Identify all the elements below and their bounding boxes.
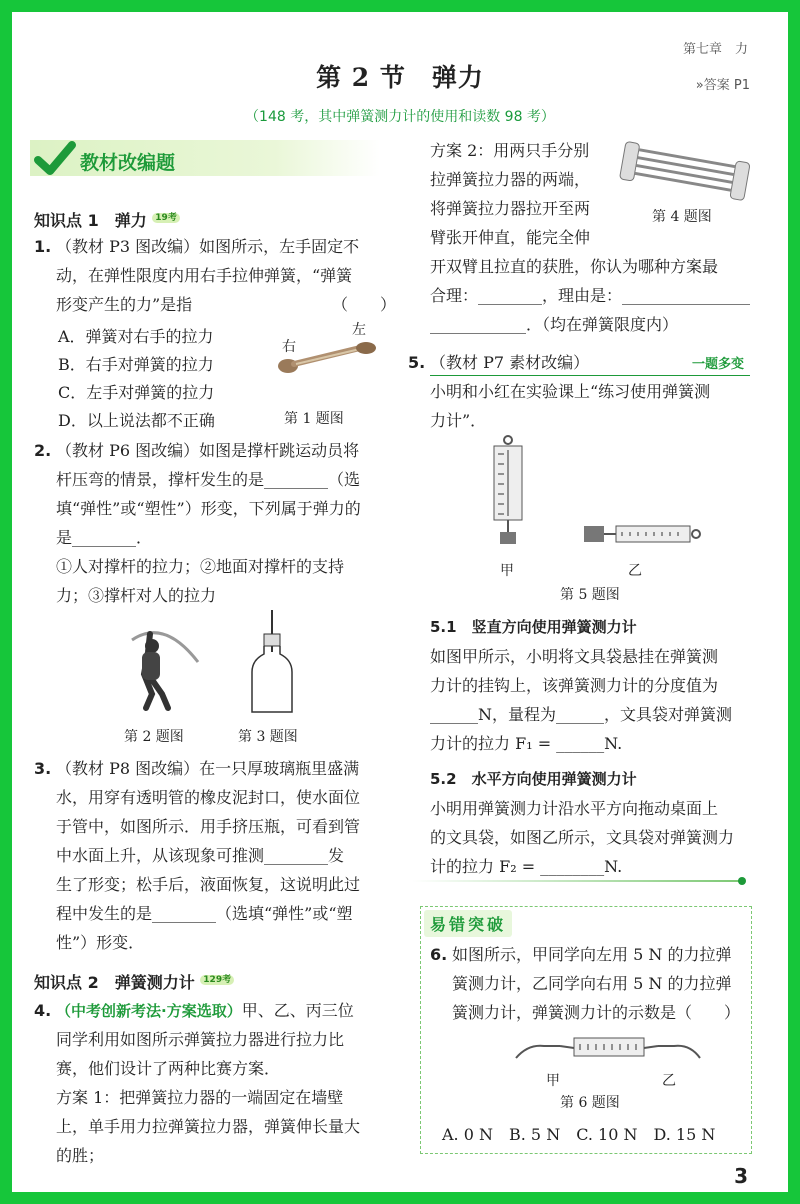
q2-line-2: 杆压弯的情景，撑杆发生的是________（选 — [56, 470, 361, 489]
pole-vault-illustration — [124, 612, 204, 712]
q4-right-line-1: 方案 2：用两只手分别 — [430, 141, 590, 160]
error-prone-badge: 易错突破 — [424, 910, 512, 937]
spring-scale-horizontal-illustration — [582, 522, 706, 548]
q4-right-line-2: 拉弹簧拉力器的两端， — [430, 170, 591, 189]
q6-fig-yi-label: 乙 — [662, 1073, 676, 1089]
chapter-label: 第七章 力 — [682, 42, 748, 57]
q5-line-1: （教材 P7 素材改编） — [430, 353, 590, 372]
q1-option-c[interactable]: C．左手对弹簧的拉力 — [58, 383, 215, 402]
q4-number: 4. — [34, 1001, 52, 1020]
q4-tag: （中考创新考法·方案选取） — [56, 1002, 242, 1020]
q5-tag: 一题多变 — [692, 357, 745, 372]
page-title: 第 2 节 弹力 — [316, 63, 484, 92]
two-hands-spring-scale-illustration — [512, 1028, 704, 1072]
knowledge-point-1 — [34, 208, 180, 231]
q3-line-1: （教材 P8 图改编）在一只厚玻璃瓶里盛满 — [56, 759, 360, 778]
q6-fig-jia-label: 甲 — [546, 1073, 560, 1089]
q5-fig-yi-label: 乙 — [628, 563, 642, 579]
q1-line-2: 动，在弹性限度内用右手拉伸弹簧，“弹簧 — [56, 266, 353, 285]
q3-line-5: 生了形变；松手后，液面恢复，这说明此过 — [56, 875, 361, 894]
q1-option-d[interactable]: D．以上说法都不正确 — [58, 411, 215, 430]
q1-answer-bracket[interactable]: （ ） — [332, 295, 397, 314]
q1-line-1: （教材 P3 图改编）如图所示，左手固定不 — [56, 237, 360, 256]
q5-1-line-4: 力计的拉力 F₁ = ______N. — [430, 734, 623, 753]
q5-1-title: 5.1 竖直方向使用弹簧测力计 — [430, 618, 637, 636]
q5-underline — [430, 375, 750, 376]
q6-line-3: 簧测力计，弹簧测力计的示数是（ ） — [452, 1003, 741, 1022]
q3-figure-caption: 第 3 题图 — [238, 729, 298, 745]
q1-figure-caption: 第 1 题图 — [284, 411, 344, 427]
q2-line-4: 是________． — [56, 528, 153, 547]
q6-line-1: 如图所示，甲同学向左用 5 N 的力拉弹 — [452, 945, 732, 964]
q6-number: 6. — [430, 945, 448, 964]
q4-line-2: 同学利用如图所示弹簧拉力器进行拉力比 — [56, 1030, 345, 1049]
q3-line-7: 性”）形变． — [56, 933, 145, 952]
q4-right-line-3: 将弹簧拉力器拉开至两 — [430, 199, 591, 218]
page-number: 3 — [734, 1164, 748, 1188]
q4-right-line-6: 合理：________，理由是：________________ — [430, 286, 751, 305]
q4-right-line-5: 开双臂且拉直的获胜，你认为哪种方案最 — [430, 257, 719, 276]
q4-line-5: 上，单手用力拉弹簧拉力器，弹簧伸长量大 — [56, 1117, 361, 1136]
q5-number: 5. — [408, 353, 426, 372]
spring-scale-vertical-illustration — [488, 434, 528, 548]
q4-line-6: 的胜； — [56, 1146, 105, 1165]
q5-1-line-2: 力计的挂钩上，该弹簧测力计的分度值为 — [430, 676, 719, 695]
answer-reference[interactable]: »答案 P1 — [695, 78, 750, 93]
glass-bottle-illustration — [250, 608, 294, 718]
spring-expander-illustration — [618, 130, 752, 210]
knowledge-point-2 — [34, 970, 234, 993]
checkmark-icon — [34, 141, 76, 177]
q4-line-3: 赛，他们设计了两种比赛方案． — [56, 1059, 281, 1078]
spring-stretch-illustration — [274, 340, 382, 376]
q5-line-2: 小明和小红在实验课上“练习使用弹簧测 — [430, 382, 711, 401]
q5-line-3: 力计”． — [430, 411, 487, 430]
page — [12, 12, 788, 1192]
q5-2-line-2: 的文具袋，如图乙所示，文具袋对弹簧测力 — [430, 828, 735, 847]
q5-1-line-1: 如图甲所示，小明将文具袋悬挂在弹簧测 — [430, 647, 719, 666]
q1-line-3: 形变产生的力”是指 — [56, 295, 193, 314]
q4-right-line-4: 臂张开伸直，能完全伸 — [430, 228, 591, 247]
q2-line-5: ①人对撑杆的拉力；②地面对撑杆的支持 — [56, 557, 345, 576]
q5-2-line-1: 小明用弹簧测力计沿水平方向拖动桌面上 — [430, 799, 719, 818]
q3-line-2: 水，用穿有透明管的橡皮泥封口，使水面位 — [56, 788, 361, 807]
q1-fig-right-label: 右 — [282, 339, 296, 355]
q1-number: 1. — [34, 237, 52, 256]
section-title: 教材改编题 — [80, 152, 176, 174]
kp2-exam-count: 129考 — [200, 975, 234, 985]
exam-statistics: （148 考，其中弹簧测力计的使用和读数 98 考） — [245, 109, 555, 125]
q4-line-1 — [56, 996, 354, 1026]
q1-option-b[interactable]: B．右手对弹簧的拉力 — [58, 355, 214, 374]
q2-number: 2. — [34, 441, 52, 460]
q3-line-6: 程中发生的是________（选填“弹性”或“塑 — [56, 904, 353, 923]
q4-right-line-7: ____________．（均在弹簧限度内） — [430, 315, 679, 334]
q1-option-a[interactable]: A．弹簧对右手的拉力 — [58, 327, 214, 346]
q6-figure-caption: 第 6 题图 — [560, 1095, 620, 1111]
q5-figure-caption: 第 5 题图 — [560, 587, 620, 603]
q2-figure-caption: 第 2 题图 — [124, 729, 184, 745]
q2-line-6: 力；③撑杆对人的拉力 — [56, 586, 217, 605]
q5-2-title: 5.2 水平方向使用弹簧测力计 — [430, 770, 637, 788]
q5-1-line-3: ______N，量程为______，文具袋对弹簧测 — [430, 705, 733, 724]
q5-fig-jia-label: 甲 — [500, 563, 514, 579]
q3-line-4: 中水面上升，从该现象可推测________发 — [56, 846, 345, 865]
q4-figure-caption: 第 4 题图 — [652, 209, 712, 225]
q6-options[interactable]: A. 0 N B. 5 N C. 10 N D. 15 N — [442, 1125, 716, 1144]
q4-line-1-rest: 甲、乙、丙三位 — [241, 1001, 354, 1020]
kp1-label: 知识点 1 弹力 — [34, 211, 147, 230]
q3-number: 3. — [34, 759, 52, 778]
q6-line-2: 簧测力计，乙同学向右用 5 N 的力拉弹 — [452, 974, 732, 993]
q5-2-line-3: 计的拉力 F₂ = ________N. — [430, 857, 623, 876]
q2-line-1: （教材 P6 图改编）如图是撑杆跳运动员将 — [56, 441, 360, 460]
q1-fig-left-label: 左 — [352, 322, 366, 338]
kp1-exam-count: 19考 — [152, 213, 180, 223]
q4-line-4: 方案 1：把弹簧拉力器的一端固定在墙壁 — [56, 1088, 344, 1107]
q2-line-3: 填“弹性”或“塑性”）形变，下列属于弹力的 — [56, 499, 361, 518]
section-divider — [412, 880, 742, 882]
q3-line-3: 于管中，如图所示．用手挤压瓶，可看到管 — [56, 817, 361, 836]
divider-dot — [738, 877, 746, 885]
kp2-label: 知识点 2 弹簧测力计 — [34, 973, 195, 992]
